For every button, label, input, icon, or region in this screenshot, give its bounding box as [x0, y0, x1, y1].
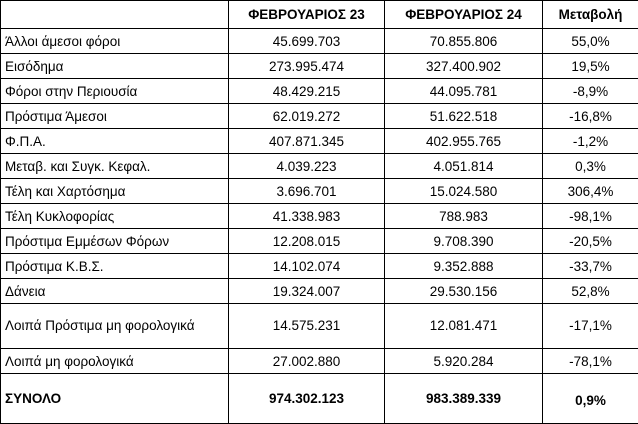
row-change: -20,5% — [543, 229, 638, 254]
row-change: -33,7% — [543, 254, 638, 279]
row-feb23: 19.324.007 — [229, 279, 385, 304]
row-change: 55,0% — [543, 29, 638, 54]
table-row — [1, 279, 638, 304]
table-row — [1, 29, 638, 54]
row-label: Φόροι στην Περιουσία — [1, 79, 229, 104]
row-feb24: 5.920.284 — [385, 349, 543, 374]
table-row — [1, 254, 638, 279]
row-change: 0,3% — [543, 154, 638, 179]
row-feb23: 273.995.474 — [229, 54, 385, 79]
row-feb23: 45.699.703 — [229, 29, 385, 54]
table-row — [1, 79, 638, 104]
row-label: Λοιπά Πρόστιμα μη φορολογικά — [1, 304, 229, 349]
header-row — [1, 1, 638, 29]
row-change: -8,9% — [543, 79, 638, 104]
total-feb24: 983.389.339 — [385, 374, 543, 424]
row-feb24: 15.024.580 — [385, 179, 543, 204]
row-label: Πρόστιμα Άμεσοι — [1, 104, 229, 129]
row-feb23: 12.208.015 — [229, 229, 385, 254]
row-feb23: 41.338.983 — [229, 204, 385, 229]
row-label: Πρόστιμα Κ.Β.Σ. — [1, 254, 229, 279]
table-row — [1, 204, 638, 229]
row-change: -78,1% — [543, 349, 638, 374]
row-label: Λοιπά μη φορολογικά — [1, 349, 229, 374]
row-label: Άλλοι άμεσοι φόροι — [1, 29, 229, 54]
row-label: Τέλη Κυκλοφορίας — [1, 204, 229, 229]
header-feb23: ΦΕΒΡΟΥΑΡΙΟΣ 23 — [229, 1, 385, 29]
header-change: Μεταβολή — [543, 1, 638, 29]
row-label: Εισόδημα — [1, 54, 229, 79]
total-label: ΣΥΝΟΛΟ — [1, 374, 229, 424]
row-change: 306,4% — [543, 179, 638, 204]
row-feb23: 14.102.074 — [229, 254, 385, 279]
row-change: 52,8% — [543, 279, 638, 304]
header-category — [1, 1, 229, 29]
row-feb23: 48.429.215 — [229, 79, 385, 104]
row-feb24: 9.708.390 — [385, 229, 543, 254]
row-change: 19,5% — [543, 54, 638, 79]
table-row — [1, 349, 638, 374]
row-feb24: 44.095.781 — [385, 79, 543, 104]
row-feb23: 62.019.272 — [229, 104, 385, 129]
table-row — [1, 229, 638, 254]
row-label: Μεταβ. και Συγκ. Κεφαλ. — [1, 154, 229, 179]
row-change: -98,1% — [543, 204, 638, 229]
row-change: -16,8% — [543, 104, 638, 129]
table-row — [1, 304, 638, 349]
row-feb24: 788.983 — [385, 204, 543, 229]
row-feb24: 12.081.471 — [385, 304, 543, 349]
row-feb24: 70.855.806 — [385, 29, 543, 54]
row-label: Τέλη και Χαρτόσημα — [1, 179, 229, 204]
row-feb23: 27.002.880 — [229, 349, 385, 374]
row-feb24: 51.622.518 — [385, 104, 543, 129]
row-feb23: 14.575.231 — [229, 304, 385, 349]
row-feb24: 4.051.814 — [385, 154, 543, 179]
row-change: -17,1% — [543, 304, 638, 349]
row-feb24: 29.530.156 — [385, 279, 543, 304]
row-feb23: 4.039.223 — [229, 154, 385, 179]
row-feb24: 402.955.765 — [385, 129, 543, 154]
row-label: Φ.Π.Α. — [1, 129, 229, 154]
total-feb23: 974.302.123 — [229, 374, 385, 424]
row-label: Πρόστιμα Εμμέσων Φόρων — [1, 229, 229, 254]
row-feb23: 407.871.345 — [229, 129, 385, 154]
table-row — [1, 104, 638, 129]
total-row — [1, 374, 638, 424]
row-feb24: 327.400.902 — [385, 54, 543, 79]
table-row — [1, 179, 638, 204]
row-label: Δάνεια — [1, 279, 229, 304]
row-change: -1,2% — [543, 129, 638, 154]
row-feb23: 3.696.701 — [229, 179, 385, 204]
total-change: 0,9% — [543, 374, 638, 424]
row-feb24: 9.352.888 — [385, 254, 543, 279]
table-row — [1, 154, 638, 179]
table-row — [1, 54, 638, 79]
header-feb24: ΦΕΒΡΟΥΑΡΙΟΣ 24 — [385, 1, 543, 29]
table-row — [1, 129, 638, 154]
